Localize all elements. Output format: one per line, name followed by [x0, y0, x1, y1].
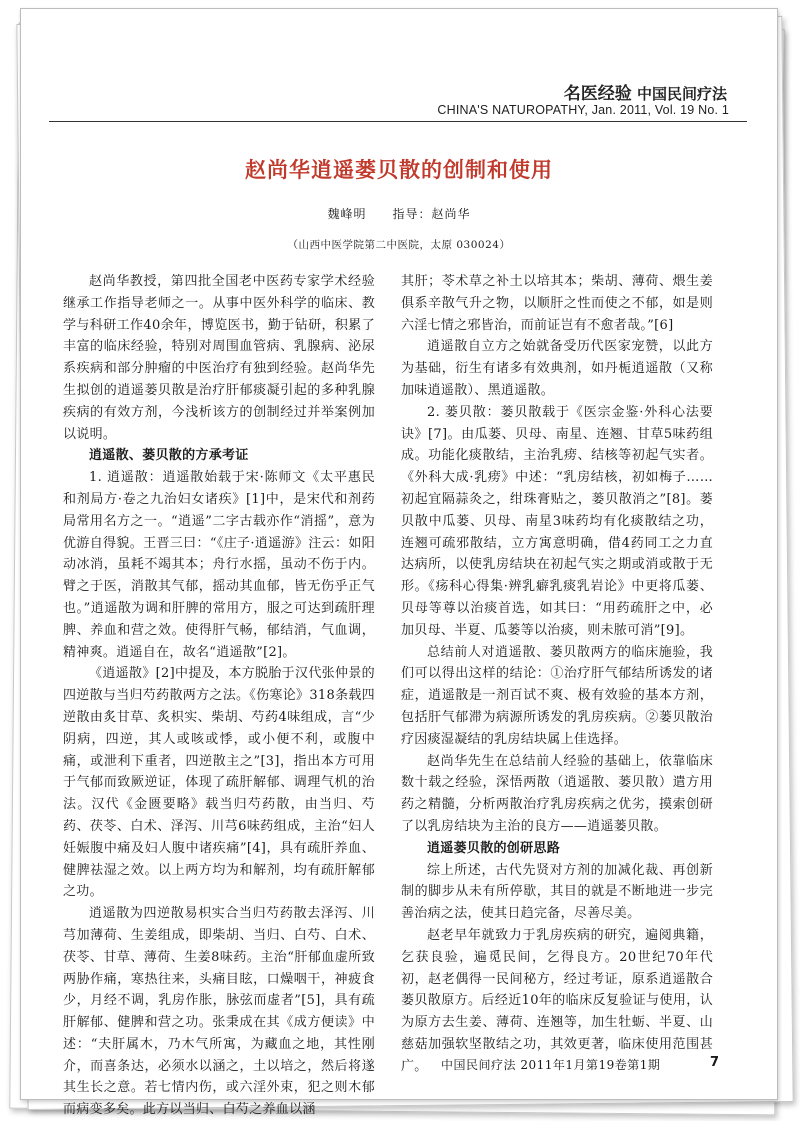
paragraph: 逍遥散为四逆散易枳实合当归芍药散去泽泻、川芎加薄荷、生姜组成，即柴胡、当归、白芍、白术、茯苓、甘草、薄荷、生姜8味药。主治“肝郁血虚所致两胁作痛，寒热往来，头痛目眩，口燥咽干，神疲食少，月经不调，乳房作胀，脉弦而虚者”[5]，具有疏肝解郁、健脾和营之功。张秉成在其《成方便读》中述：“夫肝属木，乃木气所寓，为藏血之地，其性刚介，而喜条达，必须水以涵之，土以培之，然后将遂其生长之意。若七情内伤，或六淫外束，犯之则木郁而病变多矣。此方以当归、白芍之养血以涵 — [63, 906, 375, 1118]
journal-brand — [564, 79, 727, 104]
footer-citation: 中国民间疗法 2011年1月第19卷第1期 — [441, 1058, 661, 1072]
article-affiliation: （山西中医学院第二中医院，太原 030024） — [287, 239, 511, 251]
paragraph: 逍遥散自立方之始就备受历代医家宠赞，以此方为基础，衍生有诸多有效典剂，如丹栀逍遥散（又称加味逍遥散）、黑逍遥散。 — [401, 339, 713, 398]
right-column — [401, 271, 713, 1077]
journal-page — [20, 8, 778, 1118]
page-number: 7 — [709, 1055, 719, 1070]
paragraph: 赵尚华教授，第四批全国老中医药专家学术经验继承工作指导老师之一。从事中医外科学的临床、教学与科研工作40余年，博览医书，勤于钻研，积累了丰富的临床经验，特别对周围血管病、乳腺病、泌尿系疾病和部分肿瘤的中医治疗有独到经验。赵尚华先生拟创的逍遥蒌贝散是治疗肝郁痰凝引起的多种乳腺疾病的有效方剂，今浅析该方的创制经过并举案例加以说明。 — [63, 274, 375, 442]
journal-name: 中国民间疗法 — [636, 85, 727, 103]
paragraph-continued: 其肝；苓术草之补土以培其本；柴胡、薄荷、煨生姜俱系辛散气升之物，以顺肝之性而使之不郁，如是则六淫七情之邪皆治，而前证岂有不愈者哉。”[6] — [401, 274, 713, 333]
header-divider — [49, 121, 747, 122]
paragraph: 赵老早年就致力于乳房疾病的研究，遍阅典籍，乞获良验，遍觅民间，乞得良方。20世纪70年代初，赵老偶得一民间秘方，经过考证，原系逍遥散合蒌贝散原方。后经近10年的临床反复验证与使用，认为原方去生姜、薄荷、连翘等，加生牡蛎、半夏、山慈菇加强软坚散结之功，其效更著，临床使用范围甚广。 — [401, 927, 713, 1074]
article-title: 赵尚华逍遥蒌贝散的创制和使用 — [245, 158, 553, 182]
column-brand: 名医经验 — [563, 84, 632, 104]
paragraph: 1. 逍遥散：逍遥散始载于宋·陈师文《太平惠民和剂局方·卷之九治妇女诸疾》[1]中，是宋代和剂药局常用名方之一。“逍遥”二字古载亦作“消摇”，意为优游自得貌。王晋三曰：“《庄子·逍遥游》注云：如阳动冰消，虽耗不竭其本；舟行水摇，虽动不伤于内。臂之于医，消散其气郁，摇动其血郁，皆无伤乎正气也。”逍遥散为调和肝脾的常用方，服之可达到疏肝理脾、养血和营之效。使得肝气畅，郁结消，气血调，精神爽。逍遥自在，故名“逍遥散”[2]。 — [63, 470, 375, 660]
paragraph: 《逍遥散》[2]中提及，本方脱胎于汉代张仲景的四逆散与当归芍药散两方之法。《伤寒论》318条载四逆散由炙甘草、炙枳实、柴胡、芍药4味组成，言“少阴病，四逆，其人或咳或悸，或小便不利，或腹中痛，或泄利下重者，四逆散主之”[3]，指出本方可用于气郁而致厥逆证，体现了疏肝解郁、调理气机的治法。汉代《金匮要略》载当归芍药散，由当归、芍药、茯苓、白术、泽泻、川芎6味药组成，主治“妇人妊娠腹中痛及妇人腹中诸疾痛”[4]，具有疏肝养血、健脾祛湿之效。以上两方均为和解剂，均有疏肝解郁之功。 — [63, 666, 375, 900]
paragraph: 综上所述，古代先贤对方剂的加减化裁、再创新制的脚步从未有所停歇，其目的就是不断地进一步完善治病之法，使其日趋完备，尽善尽美。 — [401, 862, 713, 922]
section-heading: 逍遥蒌贝散的创研思路 — [427, 840, 561, 856]
paragraph: 2. 蒌贝散：蒌贝散载于《医宗金鉴·外科心法要诀》[7]。由瓜蒌、贝母、南星、连翘、甘草5味药组成。功能化痰散结，主治乳痨、结核等初起气实者。《外科大成·乳痨》中述：“乳房结核，初如梅子……初起宜隔蒜灸之，绀珠膏贴之，蒌贝散消之”[8]。蒌贝散中瓜蒌、贝母、南星3味药均有化痰散结之功，连翘可疏邪散结，立方寓意明确，借4药同工之力直达病所，以使乳房结块在初起气实之期或消或散于无形。《疡科心得集·辨乳癖乳痰乳岩论》中更将瓜蒌、贝母等尊以治痰首选，如其曰：“用药疏肝之中，必加贝母、半夏、瓜蒌等以治痰，则未脓可消”[9]。 — [401, 404, 713, 638]
journal-reference: CHINA'S NATUROPATHY, Jan. 2011, Vol. 19 No. 1 — [437, 103, 729, 117]
left-column — [63, 271, 375, 1121]
paragraph: 总结前人对逍遥散、蒌贝散两方的临床施验，我们可以得出这样的结论：①治疗肝气郁结所诱发的诸症，逍遥散是一剂百试不爽、极有效验的基本方剂，包括肝气郁滞为病源所诱发的乳房疾病。②蒌贝散治疗因痰湿凝结的乳房结块属上佳选择。 — [401, 644, 713, 747]
section-heading: 逍遥散、蒌贝散的方承考证 — [89, 448, 249, 464]
paragraph: 赵尚华先生在总结前人经验的基础上，依靠临床数十载之经验，深悟两散（逍遥散、蒌贝散）遣方用药之精髓，分析两散治疗乳房疾病之优劣，摸索创研了以乳房结块为主治的良方——逍遥蒌贝散。 — [401, 753, 713, 834]
article-authors: 魏峰明 指导：赵尚华 — [327, 207, 471, 221]
